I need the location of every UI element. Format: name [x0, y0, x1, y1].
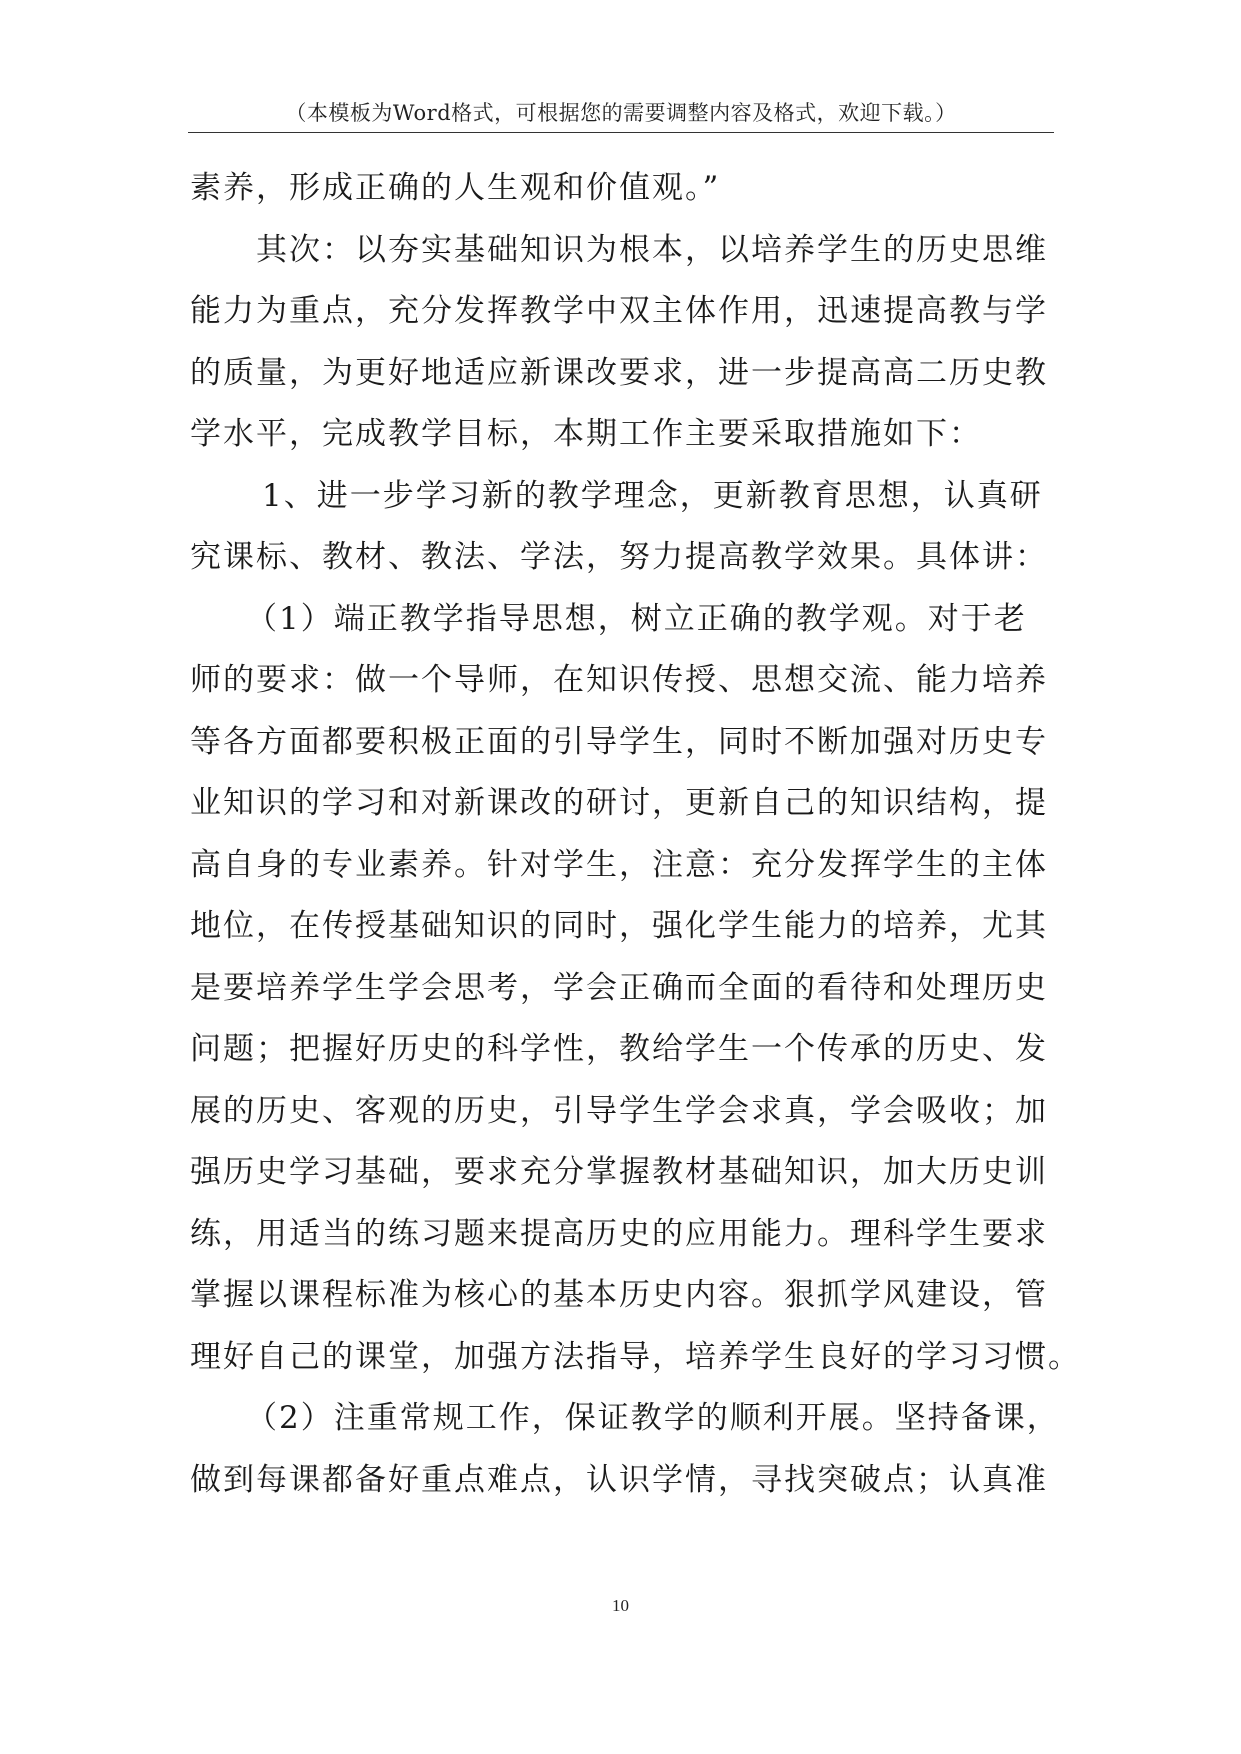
text-line: 能力为重点，充分发挥教学中双主体作用，迅速提高教与学: [190, 293, 1048, 329]
text-line: 学水平，完成教学目标，本期工作主要采取措施如下：: [190, 416, 982, 452]
text-line: 掌握以课程标准为核心的基本历史内容。狠抓学风建设，管: [190, 1277, 1048, 1313]
text-line: 强历史学习基础，要求充分掌握教材基础知识，加大历史训: [190, 1154, 1048, 1190]
text-line: 1、进一步学习新的教学理念，更新教育思想，认真研: [262, 477, 1043, 514]
text-line: 究课标、教材、教法、学法，努力提高教学效果。具体讲：: [190, 539, 1048, 575]
text-line: 做到每课都备好重点难点，认识学情，寻找突破点；认真准: [190, 1461, 1048, 1498]
text-line: 素养，形成正确的人生观和价值观。”: [190, 170, 721, 206]
text-line: 的质量，为更好地适应新课改要求，进一步提高高二历史教: [190, 354, 1048, 391]
text-line: 练，用适当的练习题来提高历史的应用能力。理科学生要求: [190, 1215, 1048, 1252]
header-divider: [188, 132, 1054, 133]
text-line: 其次：以夯实基础知识为根本，以培养学生的历史思维: [256, 231, 1048, 268]
page-number: 10: [612, 1596, 629, 1615]
text-line: 问题；把握好历史的科学性，教给学生一个传承的历史、发: [190, 1031, 1048, 1067]
document-body: [190, 158, 1081, 1511]
text-line: 是要培养学生学会思考，学会正确而全面的看待和处理历史: [190, 969, 1048, 1006]
text-line: （1）端正教学指导思想，树立正确的教学观。对于老: [246, 600, 1027, 637]
text-line: 业知识的学习和对新课改的研讨，更新自己的知识结构，提: [190, 785, 1048, 821]
text-line: （2）注重常规工作，保证教学的顺利开展。坚持备课，: [246, 1400, 1060, 1436]
text-line: 高自身的专业素养。针对学生，注意：充分发挥学生的主体: [190, 846, 1048, 883]
text-line: 地位，在传授基础知识的同时，强化学生能力的培养，尤其: [190, 908, 1048, 944]
page-header: （本模板为Word格式，可根据您的需要调整内容及格式，欢迎下载。）: [285, 101, 957, 125]
text-line: 师的要求：做一个导师，在知识传授、思想交流、能力培养: [190, 662, 1048, 698]
text-line: 展的历史、客观的历史，引导学生学会求真，学会吸收；加: [190, 1092, 1048, 1129]
text-line: 等各方面都要积极正面的引导学生，同时不断加强对历史专: [190, 723, 1048, 760]
text-line: 理好自己的课堂，加强方法指导，培养学生良好的学习习惯。: [190, 1338, 1081, 1375]
